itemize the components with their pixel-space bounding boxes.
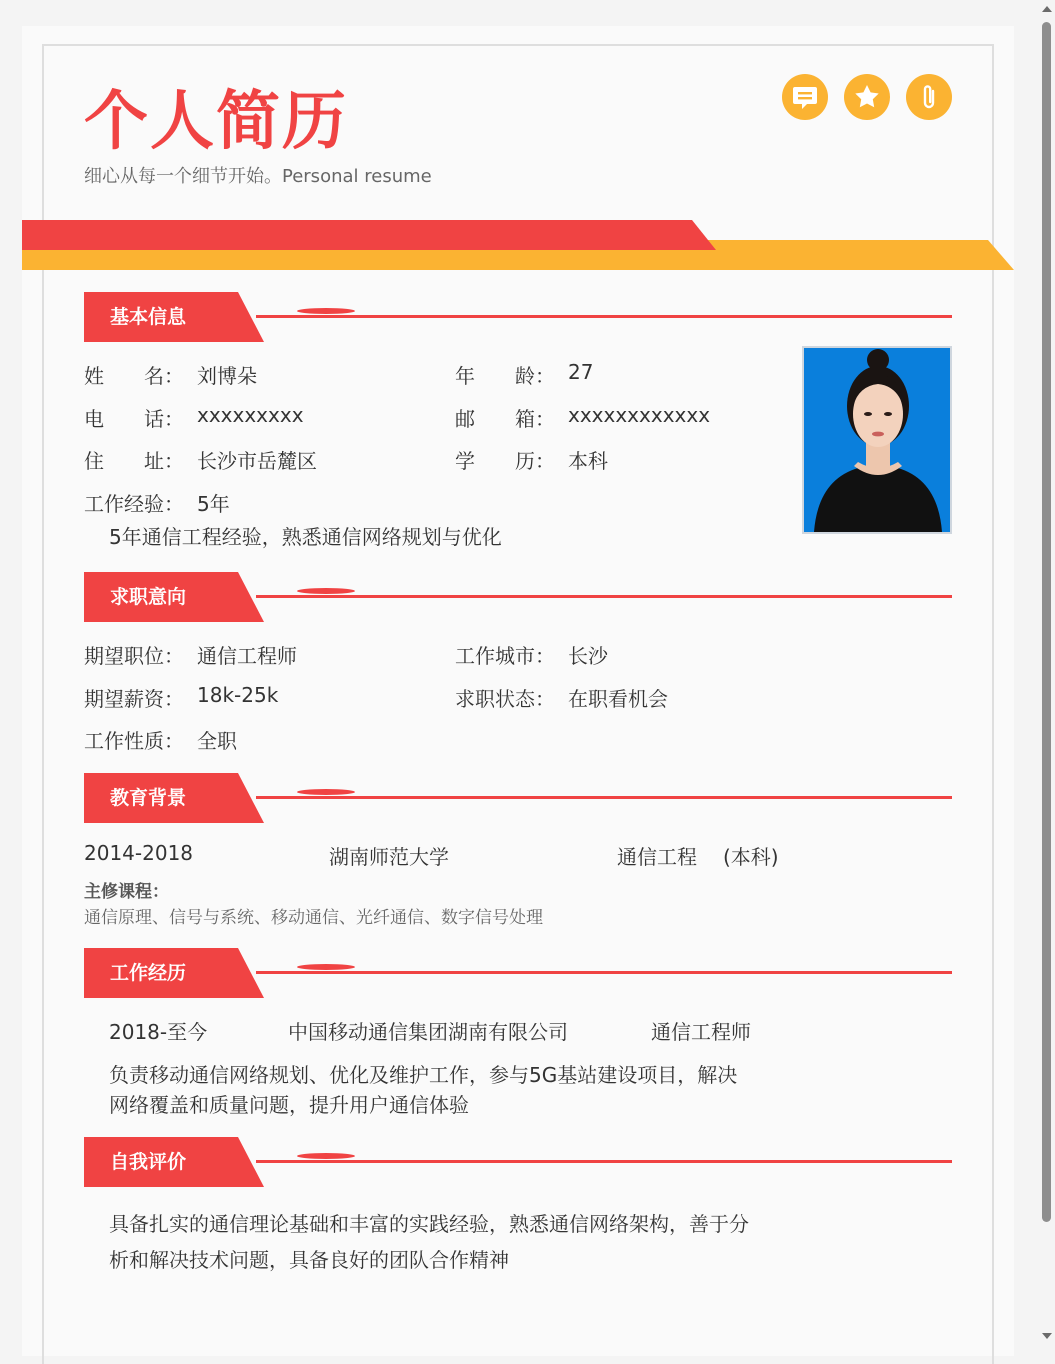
scroll-up-icon[interactable] [1042, 6, 1052, 12]
education-label: 学 历： [455, 449, 555, 473]
salary-label: 期望薪资： [84, 687, 184, 711]
section-divider [256, 595, 952, 598]
section-heading: 工作经历 [110, 962, 187, 984]
phone-label: 电 话： [84, 407, 184, 431]
education-degree: (本科) [723, 845, 779, 869]
status-label: 求职状态： [455, 687, 555, 711]
scroll-down-icon[interactable] [1042, 1333, 1052, 1339]
name-value: 刘博朵 [197, 364, 257, 388]
position-label: 期望职位： [84, 644, 184, 668]
experience-summary: 5年通信工程经验，熟悉通信网络规划与优化 [109, 525, 502, 549]
work-description-line: 网络覆盖和质量问题，提升用户通信体验 [109, 1093, 469, 1117]
education-period: 2014-2018 [84, 841, 194, 865]
work-period: 2018-至今 [109, 1020, 208, 1044]
section-divider-accent [297, 789, 355, 795]
email-label: 邮 箱： [455, 407, 555, 431]
profile-photo [802, 346, 952, 534]
education-school: 湖南师范大学 [329, 845, 449, 869]
education-value: 本科 [568, 449, 608, 473]
work-role: 通信工程师 [651, 1020, 751, 1044]
age-value: 27 [568, 360, 594, 384]
page-title: 个人简历 [84, 85, 348, 159]
section-divider-accent [297, 308, 355, 314]
city-label: 工作城市： [455, 644, 555, 668]
education-major: 通信工程 [617, 845, 697, 869]
age-label: 年 龄： [455, 364, 555, 388]
section-education [84, 773, 264, 823]
section-divider [256, 315, 952, 318]
work-description-line: 负责移动通信网络规划、优化及维护工作，参与5G基站建设项目，解决 [109, 1063, 738, 1087]
section-divider-accent [297, 964, 355, 970]
section-divider [256, 796, 952, 799]
section-self-evaluation [84, 1137, 264, 1187]
vertical-scrollbar[interactable] [1038, 0, 1055, 1345]
name-label: 姓 名： [84, 364, 184, 388]
section-divider-accent [297, 1153, 355, 1159]
address-label: 住 址： [84, 449, 184, 473]
self-evaluation-line: 具备扎实的通信理论基础和丰富的实践经验，熟悉通信网络架构，善于分 [109, 1212, 749, 1236]
section-heading: 自我评价 [110, 1151, 187, 1173]
section-job-intention [84, 572, 264, 622]
city-value: 长沙 [568, 644, 608, 668]
section-basic-info [84, 292, 264, 342]
star-icon[interactable] [844, 74, 890, 120]
section-divider-accent [297, 588, 355, 594]
salary-value: 18k-25k [197, 683, 279, 707]
phone-value: xxxxxxxxx [197, 403, 304, 427]
email-value: xxxxxxxxxxxx [568, 403, 711, 427]
paperclip-icon[interactable] [906, 74, 952, 120]
experience-label: 工作经验： [84, 492, 184, 516]
section-heading: 基本信息 [110, 306, 187, 328]
section-work-experience [84, 948, 264, 998]
chat-icon[interactable] [782, 74, 828, 120]
courses-label: 主修课程： [84, 882, 169, 902]
experience-value: 5年 [197, 492, 230, 516]
section-divider [256, 971, 952, 974]
self-evaluation-line: 析和解决技术问题，具备良好的团队合作精神 [109, 1248, 509, 1272]
scroll-thumb[interactable] [1042, 22, 1051, 1222]
job-type-value: 全职 [197, 729, 237, 753]
work-company: 中国移动通信集团湖南有限公司 [288, 1020, 568, 1044]
status-value: 在职看机会 [568, 687, 668, 711]
courses-list: 通信原理、信号与系统、移动通信、光纤通信、数字信号处理 [84, 908, 543, 928]
header-band [22, 220, 1014, 272]
section-divider [256, 1160, 952, 1163]
page-subtitle: 细心从每一个细节开始。Personal resume [84, 166, 432, 187]
section-heading: 教育背景 [110, 787, 187, 809]
position-value: 通信工程师 [197, 644, 297, 668]
address-value: 长沙市岳麓区 [197, 449, 317, 473]
section-heading: 求职意向 [110, 586, 187, 608]
job-type-label: 工作性质： [84, 729, 184, 753]
